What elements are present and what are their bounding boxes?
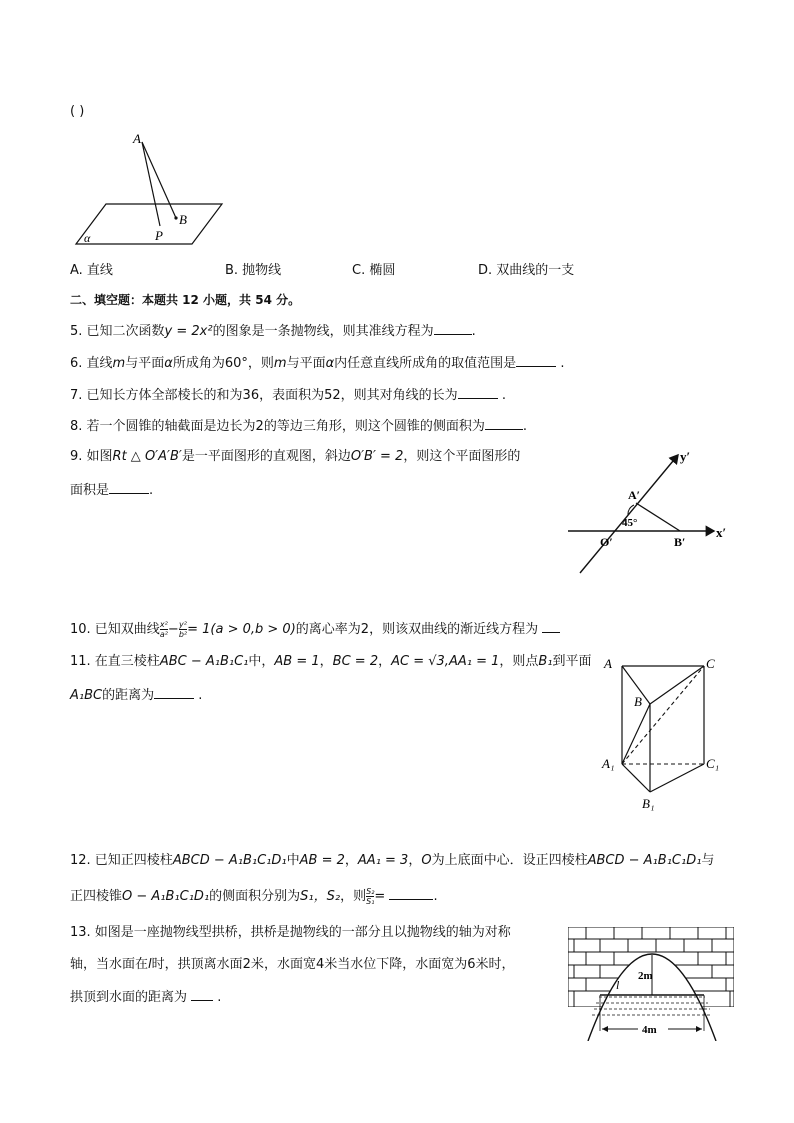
label-C: C <box>706 656 715 671</box>
q9-figure <box>566 445 738 577</box>
label-A: A <box>133 131 141 146</box>
q4-figure <box>70 128 230 250</box>
q4-option-b: B. 抛物线 <box>225 263 282 278</box>
q10-blank[interactable] <box>542 618 560 633</box>
label-B1: B₁ <box>642 796 655 811</box>
q13-line3: 拱顶到水面的距离为 . <box>70 986 221 1008</box>
label-B: B <box>634 694 642 709</box>
label-alpha: α <box>84 231 91 245</box>
q9-line1: 9. 如图Rt △ O′A′B′是一平面图形的直观图，斜边O′B′ = 2，则这个平面图形的 <box>70 449 521 464</box>
label-A: A′ <box>628 488 641 502</box>
label-P: P <box>155 228 163 243</box>
label-A: A <box>604 656 612 671</box>
q4-option-d: D. 双曲线的一支 <box>478 263 575 278</box>
q6: 6. 直线m与平面α所成角为60°，则m与平面α内任意直线所成角的取值范围是 . <box>70 352 564 374</box>
label-O: O′ <box>600 535 613 549</box>
q6-blank[interactable] <box>516 352 556 367</box>
q11-figure <box>598 652 730 814</box>
segment-AB <box>142 142 176 218</box>
section2-heading: 二、填空题：本题共 12 小题，共 54 分。 <box>70 293 301 307</box>
q12-blank[interactable] <box>389 885 433 900</box>
q11-line1: 11. 在直三棱柱ABC − A₁B₁C₁中，AB = 1，BC = 2，AC = √3,AA₁ = 1，则点B₁到平面 <box>70 654 592 669</box>
q12-line2: 正四棱锥O − A₁B₁C₁D₁的侧面积分别为S₁，S₂，则$\frac{\text{S₂}}{\text{S₁}}=$ . <box>70 887 438 906</box>
q7: 7. 已知长方体全部棱长的和为36，表面积为52，则其对角线的长为 . <box>70 384 506 406</box>
q11-line2: A₁BC的距离为 . <box>70 684 202 706</box>
plane-alpha <box>76 204 222 244</box>
q7-blank[interactable] <box>458 384 498 399</box>
q4-paren: ( ) <box>70 104 85 119</box>
label-C1: C₁ <box>706 756 720 771</box>
q5-blank[interactable] <box>434 320 472 335</box>
q9-blank[interactable] <box>109 479 149 494</box>
label-B: B′ <box>674 535 686 549</box>
label-4m: 4m <box>642 1024 657 1036</box>
label-A1: A₁ <box>602 756 615 771</box>
label-x: x′ <box>716 525 727 540</box>
q4-option-c: C. 椭圆 <box>352 263 396 278</box>
q11-blank[interactable] <box>154 684 194 699</box>
q13-line1: 13. 如图是一座抛物线型拱桥，拱桥是抛物线的一部分且以抛物线的轴为对称 <box>70 925 511 940</box>
q8-blank[interactable] <box>485 415 523 430</box>
label-angle: 45° <box>622 517 638 529</box>
segment-AB <box>636 503 680 531</box>
q13-figure <box>566 925 738 1041</box>
label-2m: 2m <box>638 970 653 982</box>
q8: 8. 若一个圆锥的轴截面是边长为2的等边三角形，则这个圆锥的侧面积为 . <box>70 415 527 437</box>
q13-line2: 轴，当水面在l时，拱顶离水面2米，水面宽4米当水位下降，水面宽为6米时， <box>70 957 515 972</box>
q5: 5. 已知二次函数y = 2x²的图象是一条抛物线，则其准线方程为 . <box>70 320 476 342</box>
q13-blank[interactable] <box>191 986 213 1001</box>
q12-line1: 12. 已知正四棱柱ABCD − A₁B₁C₁D₁中AB = 2，AA₁ = 3，O为上底面中心．设正四棱柱ABCD − A₁B₁C₁D₁与 <box>70 853 715 868</box>
label-l: l <box>616 978 620 992</box>
segment-AP <box>142 142 160 226</box>
label-B: B <box>179 212 187 227</box>
q9-line2: 面积是 . <box>70 479 153 501</box>
label-y: y′ <box>680 449 691 464</box>
y-axis <box>580 455 678 573</box>
q10: 10. 已知双曲线$\frac{\text{x²}}{\text{a²}}-\frac{\text{y²}}{\text{b²}}= 1(a > 0,b > 0)$的离心率为2，则该双曲线的渐近线方程为 <box>70 618 560 640</box>
q4-option-a: A. 直线 <box>70 263 113 278</box>
